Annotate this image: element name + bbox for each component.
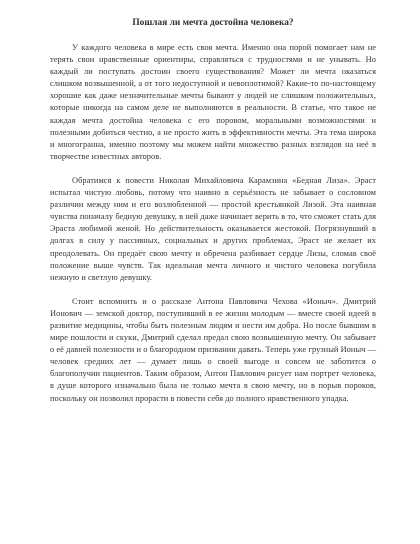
paragraph-3: Стоит вспомнить и о рассказе Антона Павловича Чехова «Ионыч». Дмитрий Ионович — земской доктор, поступивший в ее жизни молодым — вместе своей идеей в развитие медицины, чтобы быть полезным людям и нести им добра. Но после бывшим в мире пошлости и скуки, Дмитрий сделал предал свою возвышенную мечту. Он забывает о её давней полезности и о благородном призвании давать. Теперь уже грузный Ионыч — человек средних лет — думает лишь о своей выгоде и совсем не заботится о благополучии пациентов. Таким образом, Антон Павлович рисует нам портрет человека, в душе которого изначально была не только мечта в свою мечту, но в порыв пороков, поскольку он позволил прорасти в повести себя до полного нравственного упадка. <box>50 296 376 403</box>
document-title: Пошлая ли мечта достойна человека? <box>132 18 294 28</box>
paragraph-2: Обратимся к повести Николая Михайловича Карамзина «Бедная Лиза». Эраст испытал чистую любовь, потому что наивно в серьёзность не забывает о сословном различии между ним и его возлюбленной — простой крестьянкой Лизой. Эта наивная чувства поначалу бедную девушку, в ней даже начинает верить в то, что сможет стать для Эраста любимой женой. Но действительность оказывается жестокой. Погрязнувший в долгах в силу у пассивных, социальных и других проблемах, Эраст не желает их преодолевать. Он предаёт свою мечту и обречена разбивает сердце Лизы, сломав своё положение выше чувств. Так идеальная мечта личного и чистого человека погубила нежную и светлую девушку. <box>50 175 376 282</box>
paragraph-1: У каждого человека в мире есть своя мечта. Именно она порой помогает нам не терять свои нравственные ориентиры, справляться с трудностями и не унывать. Но каждый ли поступать достоин своего существования? Может ли мечта оказаться слишком возвышенной, а от того недоступной и невоплотимой? Какие-то по-настоящему хорошие как даже незначительные мечты бывают у людей не слишком положительных, которые никогда на самом деле не выполняются в реальности. В статье, что такое не каждая мечта достойна человека с его поровом, моральными возможностями и полезными добиться честно, а не просто жить в эффективности мечты. Эта тема широка и многогранна, именно поэтому мы можем найти множество разных взглядов на неё в творчестве известных авторов. <box>50 43 376 161</box>
